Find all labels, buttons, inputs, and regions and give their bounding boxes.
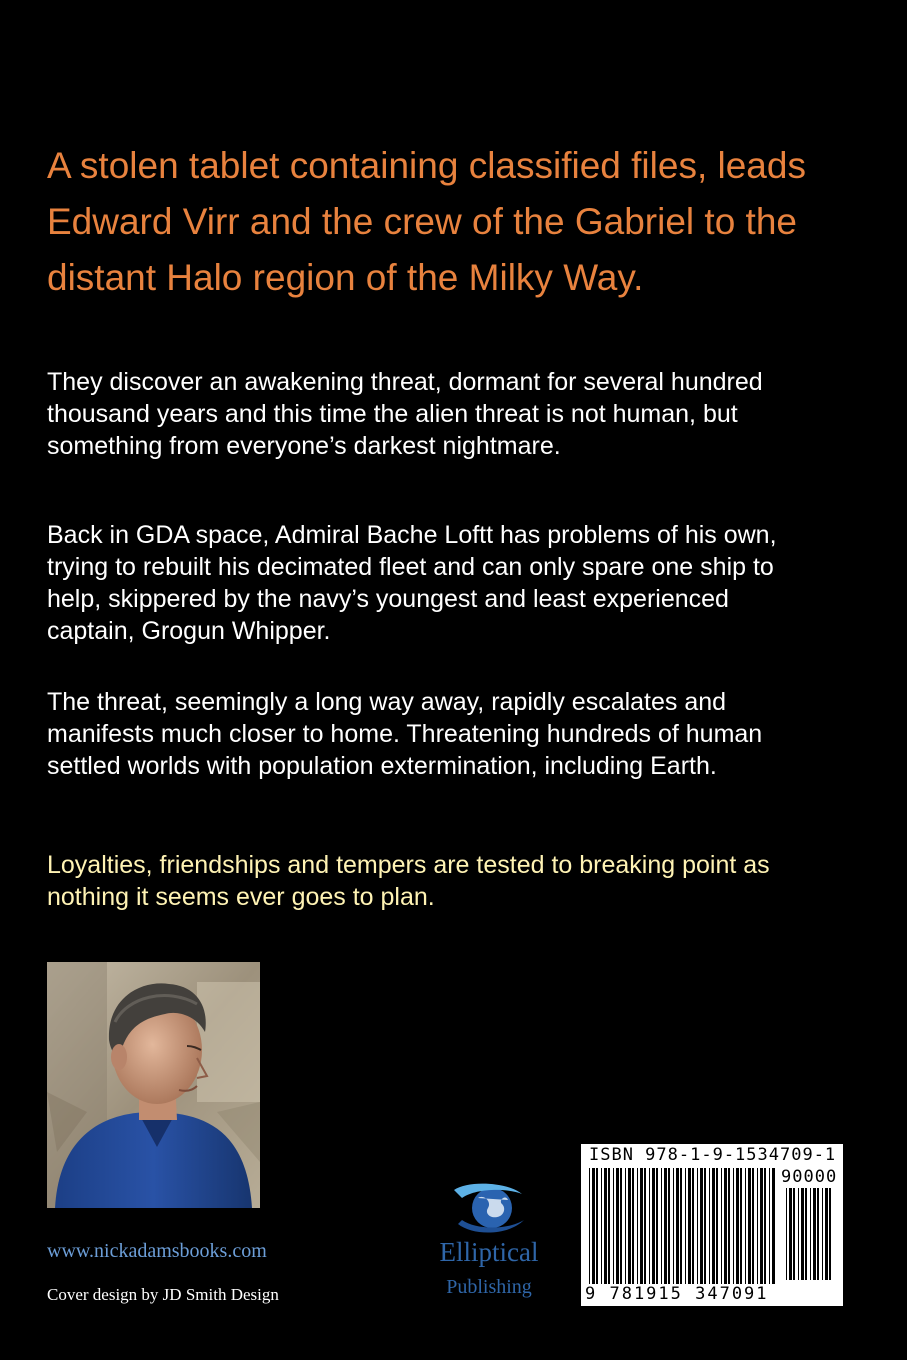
blurb-headline: A stolen tablet containing classified files, leads Edward Virr and the crew of the Gabriel to the distant Halo region of the Milky Way. <box>47 145 806 298</box>
barcode-stripe <box>664 1168 667 1284</box>
publisher-name: Elliptical <box>439 1237 539 1267</box>
barcode-stripe <box>769 1168 770 1284</box>
blurb-paragraph-1: They discover an awakening threat, dormant for several hundred thousand years and this time the alien threat is not human, but something from everyone’s darkest nightmare. <box>47 368 763 460</box>
barcode-stripe <box>704 1168 706 1284</box>
barcode-stripe <box>620 1168 622 1284</box>
barcode-stripe <box>789 1188 792 1280</box>
barcode-stripe <box>632 1168 634 1284</box>
barcode-stripe <box>810 1188 811 1280</box>
barcode-stripe <box>661 1168 662 1284</box>
author-photo <box>47 962 260 1208</box>
barcode-stripe <box>813 1188 816 1280</box>
barcode-stripe <box>604 1168 607 1284</box>
publisher-logo <box>410 1180 580 1310</box>
barcode-stripe <box>608 1168 610 1284</box>
barcode-stripe <box>817 1188 819 1280</box>
barcode-stripe <box>757 1168 758 1284</box>
barcode-stripe <box>616 1168 619 1284</box>
barcode-stripe <box>709 1168 710 1284</box>
barcode-stripe <box>589 1168 590 1284</box>
isbn-barcode <box>581 1144 843 1306</box>
barcode-stripe <box>825 1188 828 1280</box>
barcode-stripe <box>673 1168 674 1284</box>
barcode-stripe <box>649 1168 650 1284</box>
barcode-stripe <box>712 1168 715 1284</box>
barcode-stripe <box>724 1168 727 1284</box>
barcode-stripe <box>728 1168 730 1284</box>
barcode-stripe <box>760 1168 763 1284</box>
barcode-stripe <box>637 1168 638 1284</box>
cover-design-credit: Cover design by JD Smith Design <box>47 1285 279 1304</box>
barcode-stripe <box>733 1168 734 1284</box>
ean-bars <box>587 1168 777 1284</box>
barcode-stripe <box>721 1168 722 1284</box>
barcode-stripe <box>736 1168 739 1284</box>
barcode-stripe <box>688 1168 691 1284</box>
barcode-stripe <box>700 1168 703 1284</box>
barcode-stripe <box>764 1168 766 1284</box>
barcode-stripe <box>668 1168 670 1284</box>
barcode-stripe <box>798 1188 799 1280</box>
barcode-stripe <box>652 1168 655 1284</box>
barcode-stripe <box>801 1188 804 1280</box>
barcode-stripe <box>786 1188 787 1280</box>
addon-bars <box>784 1188 836 1280</box>
barcode-stripe <box>644 1168 646 1284</box>
barcode-stripe <box>740 1168 742 1284</box>
barcode-stripe <box>676 1168 679 1284</box>
barcode-stripe <box>716 1168 718 1284</box>
barcode-stripe <box>752 1168 754 1284</box>
blurb-paragraph-3: The threat, seemingly a long way away, rapidly escalates and manifests much closer to home. Threatening hundreds of human settled worlds with population extermination, including Earth. <box>47 688 763 780</box>
price-addon-label: 90000 <box>781 1167 838 1187</box>
globe-swoosh-icon <box>448 1180 528 1238</box>
barcode-stripe <box>592 1168 595 1284</box>
barcode-stripe <box>685 1168 686 1284</box>
barcode-stripe <box>625 1168 626 1284</box>
isbn-label: ISBN 978-1-9-1534709-1 <box>589 1145 837 1165</box>
barcode-stripe <box>640 1168 643 1284</box>
blurb-closing: Loyalties, friendships and tempers are tested to breaking point as nothing it seems ever goes to plan. <box>47 851 770 911</box>
barcode-stripe <box>596 1168 598 1284</box>
barcode-stripe <box>628 1168 631 1284</box>
barcode-stripe <box>601 1168 602 1284</box>
barcode-stripe <box>793 1188 795 1280</box>
barcode-stripe <box>772 1168 775 1284</box>
barcode-stripe <box>697 1168 698 1284</box>
barcode-stripe <box>805 1188 807 1280</box>
barcode-stripe <box>822 1188 823 1280</box>
barcode-stripe <box>613 1168 614 1284</box>
barcode-stripe <box>692 1168 694 1284</box>
barcode-stripe <box>748 1168 751 1284</box>
ean-number: 9 781915 347091 <box>585 1284 769 1304</box>
barcode-stripe <box>680 1168 682 1284</box>
barcode-stripe <box>829 1188 831 1280</box>
blurb-paragraph-2: Back in GDA space, Admiral Bache Loftt has problems of his own, trying to rebuilt his decimated fleet and can only spare one ship to help, skippered by the navy’s youngest and least experienced captain, Grogun Whipper. <box>47 521 777 645</box>
publisher-subtitle: Publishing <box>446 1276 532 1298</box>
barcode-stripe <box>745 1168 746 1284</box>
author-website-link[interactable]: www.nickadamsbooks.com <box>47 1240 267 1262</box>
barcode-stripe <box>656 1168 658 1284</box>
